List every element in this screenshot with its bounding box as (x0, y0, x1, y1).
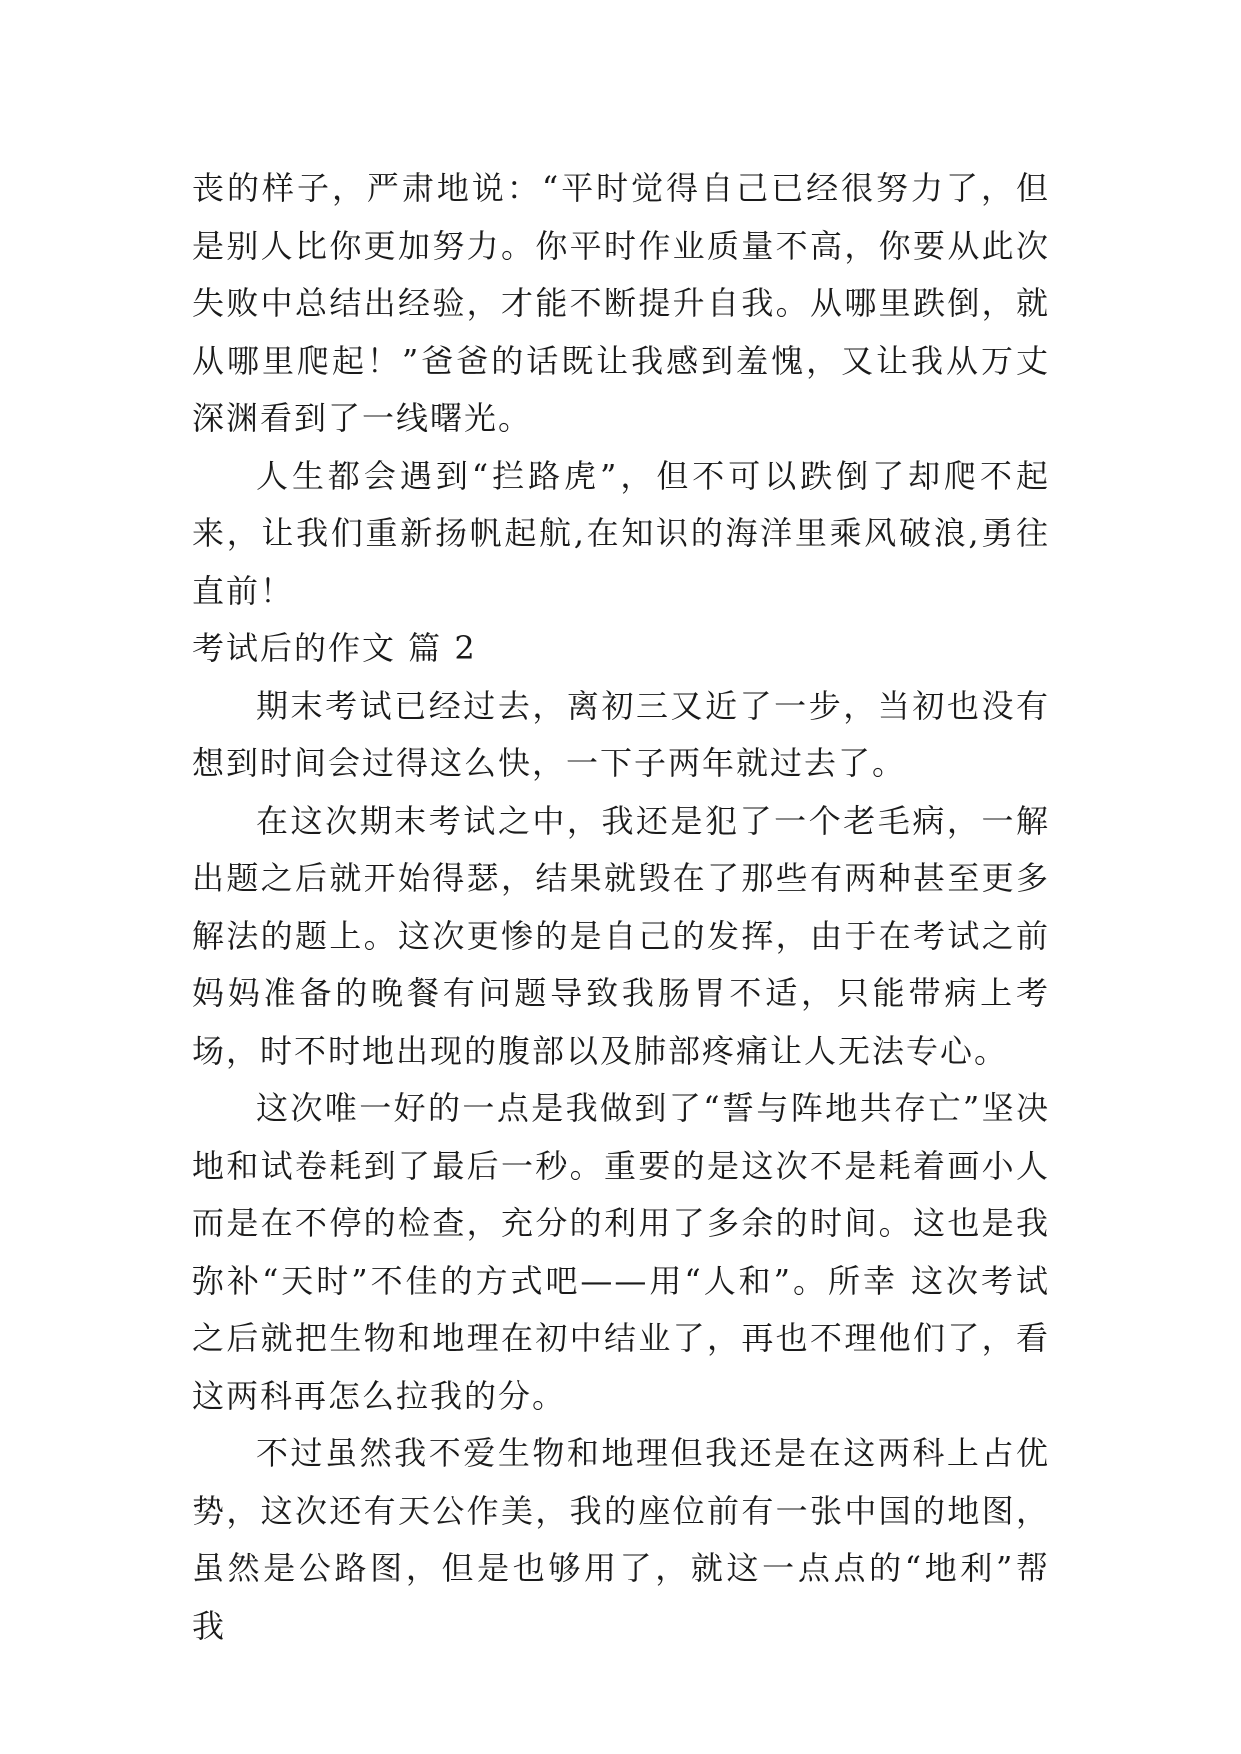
paragraph-1: 丧的样子，严肃地说：“平时觉得自己已经很努力了，但是别人比你更加努力。你平时作业质量不高，你要从此次失败中总结出经验，才能不断提升自我。从哪里跌倒，就从哪里爬起！”爸爸的话既让我感到羞愧，又让我从万丈深渊看到了一线曙光。 (192, 169, 1050, 437)
paragraph-6: 不过虽然我不爱生物和地理但我还是在这两科上占优势，这次还有天公作美，我的座位前有一张中国的地图，虽然是公路图，但是也够用了，就这一点点的“地利”帮 我 (192, 1434, 1050, 1645)
paragraph-5: 这次唯一好的一点是我做到了“誓与阵地共存亡”坚决地和试卷耗到了最后一秒。重要的是这次不是耗着画小人而是在不停的检查，充分的利用了多余的时间。这也是我弥补“天时”不佳的方式吧——用“人和”。所幸 这次考试之后就把生物和地理在初中结业了，再也不理他们了，看这两科再怎么拉我的分。 (192, 1089, 1050, 1415)
paragraph-4: 在这次期末考试之中，我还是犯了一个老毛病，一解出题之后就开始得瑟，结果就毁在了那些有两种甚至更多解法的题上。这次更惨的是自己的发挥，由于在考试之前妈妈准备的晚餐有问题导致我肠胃不适，只能带病上考场，时不时地出现的腹部以及肺部疼痛让人无法专心。 (192, 801, 1050, 1070)
document-page (192, 160, 1050, 1655)
paragraph-2: 人生都会遇到“拦路虎”，但不可以跌倒了却爬不起来，让我们重新扬帆起航,在知识的海洋里乘风破浪,勇往直前！ (192, 456, 1050, 610)
paragraph-3: 期末考试已经过去，离初三又近了一步，当初也没有想到时间会过得这么快，一下子两年就过去了。 (192, 686, 1050, 782)
section-heading: 考试后的作文 篇 2 (192, 629, 477, 667)
